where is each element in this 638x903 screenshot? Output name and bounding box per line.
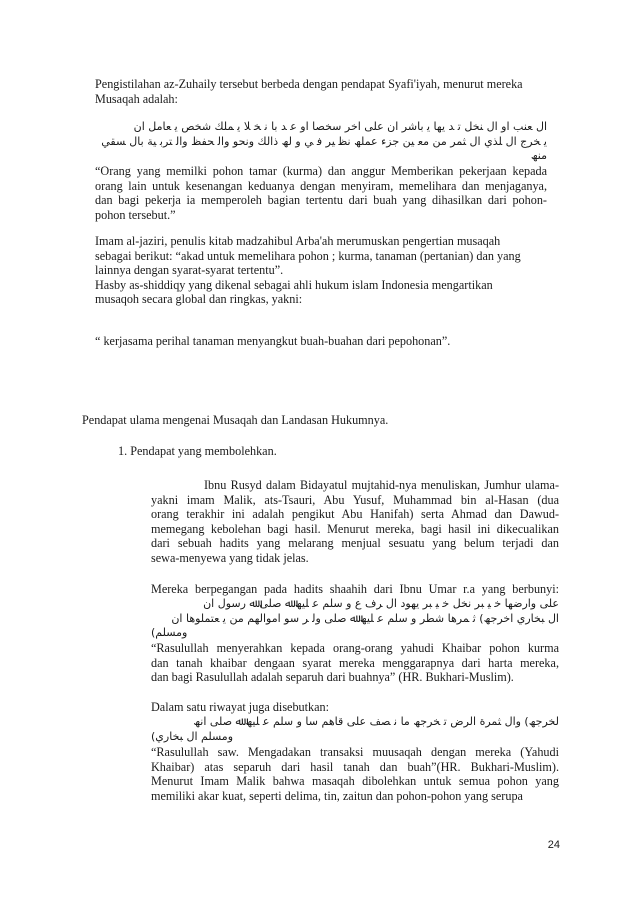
text-line: “Rasulullah saw. Mengadakan transaksi muusaqah dengan mereka (Yahudi	[151, 745, 559, 759]
text-line: Dalam satu riwayat juga disebutkan:	[151, 700, 330, 714]
text-line: dan tanah khaibar dengaan syarat mereka menggarapnya dari harta mereka,	[151, 655, 559, 670]
arabic-line: ال ﻌﻨﺐ او ال ﻨﺨﻞ ﺗ ﺪ ﯾﮭﺎ ﯾ ﺑﺎﺷﺮ ان ﻋﻠﻰ ﺍﺧﺮ ﺳﺨﺼﺎ ﺍﻭ ﻋ ﺪ ﺑﺎ ﻧ ﺨ ﻼ ﯾ ﻤﻠﻚ ﺷﺨﺺ ﯾ ﻌﺎﻣﻞ ان	[133, 120, 547, 133]
text-line: Musaqah adalah:	[95, 91, 178, 106]
arabic-hadith	[151, 597, 559, 641]
text-line: Khaibar) atas separuh dari hasil tanah dan buah”(HR. Bukhari-Muslim).	[151, 759, 559, 774]
arabic-definition	[95, 120, 547, 164]
jaziri-paragraph	[95, 234, 547, 307]
text-line: Imam al-jaziri, penulis kitab madzahibul Arba'ah merumuskan pengertian musaqah	[95, 234, 501, 248]
arabic-line: (ﻭﻣﺴﻠﻢ	[151, 626, 188, 640]
text-line: pohon tersebut.”	[95, 207, 176, 222]
text-line: Menurut Imam Malik bahwa masaqah dibolehkan untuk semua pohon yang	[151, 774, 559, 789]
hadith-intro	[151, 700, 559, 715]
list-item-text: 1. Pendapat yang membolehkan.	[118, 444, 277, 458]
arabic-hadith	[151, 715, 559, 744]
arabic-line: ال ﺒﺨﺎﺭي ﺍﺧﺮﺟﮫ) ﺛ ﻤﺮﮬﺎ ﺷﻄﺮ ﻭ ﺳﻠﻢ ﻋ ﻠﯿﮫ ﷲ ﺻﻠﻰ ﻭﻟ ﺮ ﺳﻮ ﺍﻣﻮﺍﻟﮭﻢ ﻣﻦ ﯾ ﻌﺘﻤﻠﻮﮬﺎ ﺍﻥ	[171, 611, 559, 625]
text-line: “Orang yang memilki pohon tamar (kurma) dan anggur Memberikan pekerjaan kepada	[95, 164, 547, 178]
hasby-quote	[95, 334, 547, 349]
text-line: memiliki akar kuat, seperti delima, tin, zaitun dan pohon-pohon yang serupa	[151, 788, 523, 803]
text-line: sebagai berikut: “akad untuk memelihara pohon ; kurma, tanaman (pertanian) dan yang	[95, 248, 521, 263]
arabic-line: ﯾ ﺨﺮج ال ﻠﺬي ال ﺜﻤﺮ ﻣﻦ ﻣﻌ ﯿﻦ ﺟﺰء ﻋﻤﻠﮫ ﻧﻈ ﯿﺮ ﻓ ﻲ ﻭ ﻟﮫ ﺫﺍﻟﻚ ﻭﻧﺤﻮ ﻭﺍﻟ ﺤﻔﻆ ﻭﺍﻟ ﺘﺮﺑ ﯿﺔ ﺑﺎل ﺴﻘﻲ	[101, 134, 547, 148]
text-line: Pengistilahan az-Zuhaily tersebut berbeda dengan pendapat Syafi'iyah, menurut mereka	[95, 77, 523, 91]
text-line: “ kerjasama perihal tanaman menyangkut buah-buahan dari pepohonan”.	[95, 334, 451, 348]
section-heading	[82, 413, 552, 428]
intro-paragraph	[95, 77, 547, 106]
definition-translation	[95, 164, 547, 222]
text-line: orang lain untuk kesenangan keduanya dengan menyiram, memelihara dan menjaganya,	[95, 178, 547, 193]
text-line: dan bagi Rasulullah adalah separuh dari buahnya” (HR. Bukhari-Muslim).	[151, 670, 514, 685]
text-line: orang terakhir ini adalah pengikut Abu Hanifah) serta Ahmad dan Dawud-	[151, 507, 559, 522]
text-line: lainnya dengan syarat-syarat tertentu”.	[95, 263, 284, 278]
hadith-intro	[151, 582, 559, 597]
rusyd-paragraph	[151, 478, 559, 566]
text-line: dan bagi pekerja ia memperoleh bagian tertentu dari buah yang dihasilkan dari pohon-	[95, 193, 547, 208]
text-line: “Rasulullah menyerahkan kepada orang-orang yahudi Khaibar pohon kurma	[151, 641, 559, 655]
hadith-translation	[151, 641, 559, 685]
arabic-line: ﻋﻠﻰ ﻭﺍﺭﺿﮭﺎ ﺧ ﯿ ﺒﺮ ﻧﺨﻞ ﺧ ﯿ ﺒﺮ ﯾﮭﻮﺩ ال ﺮﻑ ﻉ ﻭ ﺳﻠﻢ ﻋ ﻠﯿﮫ ﷲ ﺻﻠﻰ ﷲ ﺭﺳﻮل ﺍﻥ	[203, 597, 559, 610]
hadith-translation	[151, 745, 559, 803]
page-number: 24	[547, 839, 560, 851]
text-line: Ibnu Rusyd dalam Bidayatul mujtahid-nya menuliskan, Jumhur ulama-	[204, 478, 559, 492]
text-line: memegang kebolehan bagi hasil. Menurut mereka, bagi hasil ini dikecualikan	[151, 521, 559, 536]
arabic-line: (ﻭﻣﺴﻠﻢ ال ﺒﺨﺎﺭي	[151, 729, 234, 743]
heading-text: Pendapat ulama mengenai Musaqah dan Landasan Hukumnya.	[82, 413, 389, 427]
text-line: Hasby as-shiddiqy yang dikenal sebagai ahli hukum islam Indonesia mengartikan	[95, 277, 493, 292]
text-line: musaqoh secara global dan ringkas, yakni:	[95, 292, 303, 307]
text-line: Mereka berpegangan pada hadits shaahih dari Ibnu Umar r.a yang berbunyi:	[151, 582, 559, 596]
page-number-box	[530, 838, 560, 853]
text-line: yakni imam Malik, ats-Tsauri, Abu Yusuf, Muhammad bin al-Hasan (dua	[151, 492, 559, 507]
arabic-line: ﻟﺨﺮﺟﮫ) ﻭﺍل ﺜﻤﺮﺓ ﺍﻟﺮﺽ ﺗ ﺨﺮﺟﮫ ﻣﺎ ﻧ ﺼﻒ ﻋﻠﻰ ﻗﺎﮬﻢ ﺳﺎ ﻭ ﺳﻠﻢ ﻋ ﻠﯿﮫ ﷲ ﺻﻠﻰ ﺍﻧﮫ	[193, 715, 559, 728]
text-line: dari sebuah hadits yang melarang menjual sesuatu yang belum terjadi dan	[151, 536, 559, 551]
list-item	[118, 444, 538, 459]
arabic-line: ﻣﻨﮫ	[530, 149, 547, 163]
text-line: sewa-menyewa yang tidak jelas.	[151, 550, 309, 565]
